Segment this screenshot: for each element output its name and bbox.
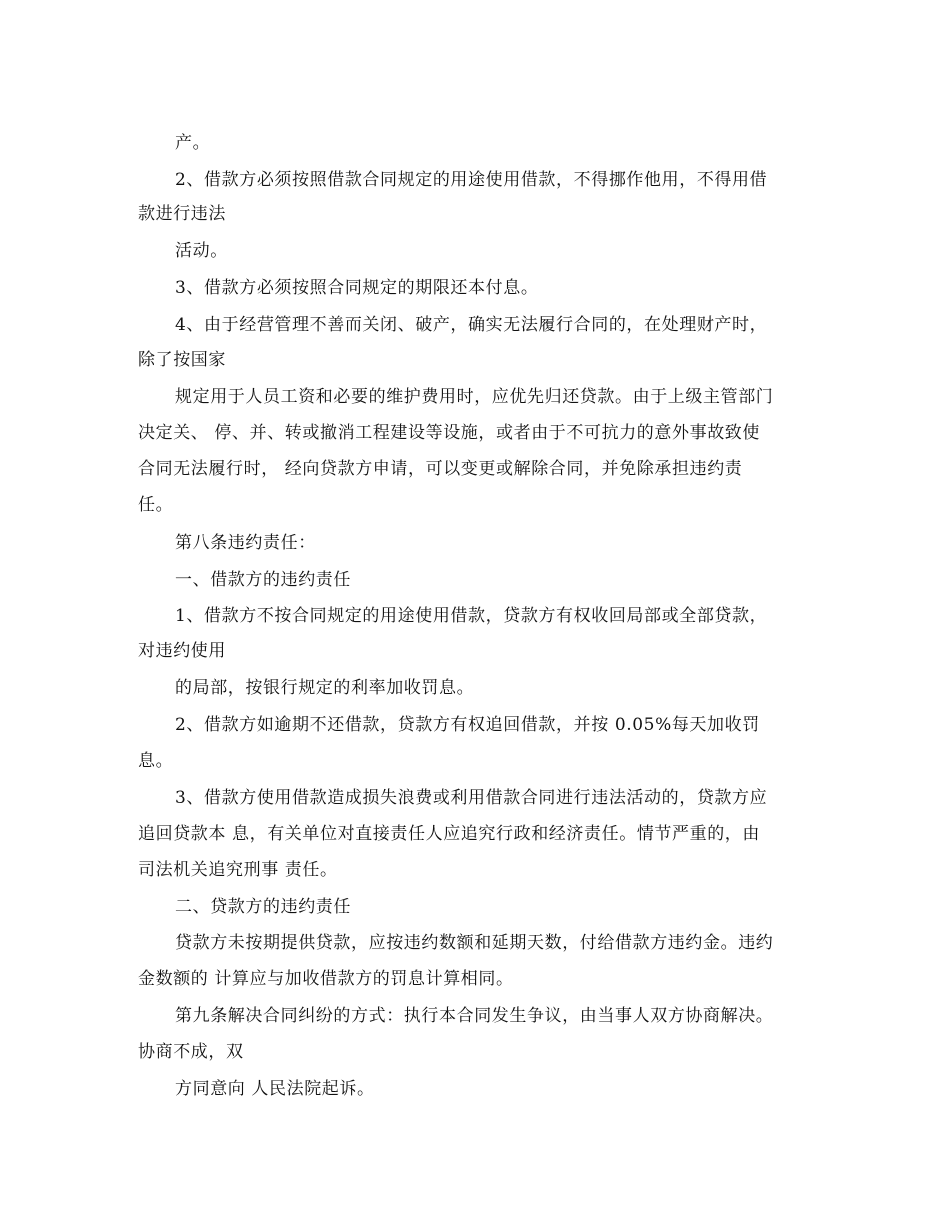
text-line: 二、贷款方的违约责任	[175, 897, 351, 917]
text-line: 2、借款方必须按照借款合同规定的用途使用借款，不得挪作他用，不得用借	[175, 170, 768, 190]
text-line: 活动。	[175, 241, 228, 261]
text-line: 第九条解决合同纠纷的方式：执行本合同发生争议，由当事人双方协商解决。	[175, 1006, 774, 1026]
text-line: 方同意向 人民法院起诉。	[175, 1079, 375, 1099]
text-line: 金数额的 计算应与加收借款方的罚息计算相同。	[138, 969, 514, 989]
text-line: 贷款方未按期提供贷款，应按违约数额和延期天数，付给借款方违约金。违约	[175, 933, 774, 953]
text-line: 任。	[138, 495, 174, 515]
text-line: 第八条违约责任：	[175, 533, 316, 553]
text-line: 息。	[138, 751, 174, 771]
text-line: 规定用于人员工资和必要的维护费用时，应优先归还贷款。由于上级主管部门	[175, 387, 774, 407]
text-line: 1、借款方不按合同规定的用途使用借款，贷款方有权收回局部或全部贷款，	[175, 606, 768, 626]
text-line: 协商不成，双	[138, 1042, 244, 1062]
text-line: 司法机关追究刑事 责任。	[138, 860, 338, 880]
text-line: 一、借款方的违约责任	[175, 570, 351, 590]
text-line: 对违约使用	[138, 641, 226, 661]
text-line: 合同无法履行时， 经向贷款方申请，可以变更或解除合同，并免除承担违约责	[138, 459, 743, 479]
text-line: 决定关、 停、并、转或撤消工程建设等设施，或者由于不可抗力的意外事故致使	[138, 423, 761, 443]
text-line: 款进行违法	[138, 204, 226, 224]
text-line: 追回贷款本 息，有关单位对直接责任人应追究行政和经济责任。情节严重的，由	[138, 824, 761, 844]
text-line: 3、借款方必须按照合同规定的期限还本付息。	[175, 278, 539, 298]
text-line: 除了按国家	[138, 350, 226, 370]
text-line: 3、借款方使用借款造成损失浪费或利用借款合同进行违法活动的，贷款方应	[175, 788, 768, 808]
text-line: 的局部，按银行规定的利率加收罚息。	[175, 678, 475, 698]
text-line: 2、借款方如逾期不还借款，贷款方有权追回借款，并按 0.05%每天加收罚	[175, 715, 760, 735]
text-line: 4、由于经营管理不善而关闭、破产，确实无法履行合同的，在处理财产时，	[175, 315, 768, 335]
text-line: 产。	[175, 133, 211, 153]
